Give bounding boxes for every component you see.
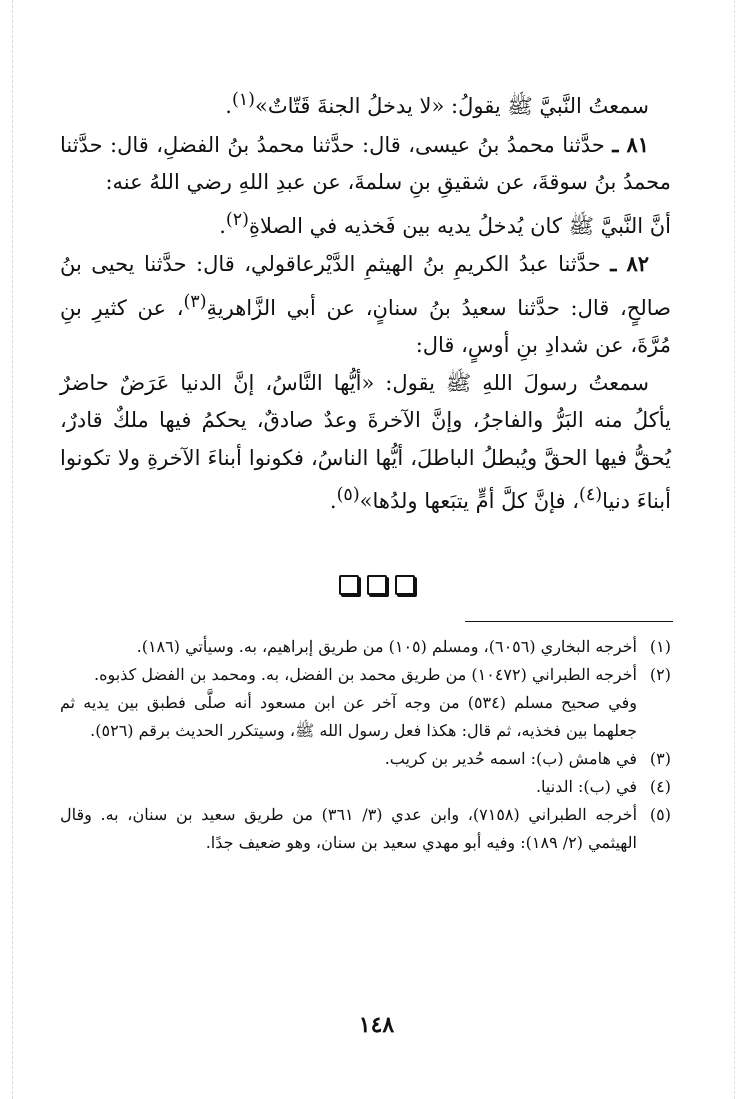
hadith-number-82: ٨٢ ـ [610, 251, 649, 276]
footnote-2 [60, 661, 671, 689]
footnote-text: أخرجه الطبراني (١٠٤٧٢) من طريق محمد بن الفضل، به. ومحمد بن الفضل كذبوه. [94, 665, 637, 684]
footnote-4 [60, 773, 671, 801]
footnote-text: أخرجه الطبراني (٧١٥٨)، وابن عدي (٣/ ٣٦١) من طريق سعيد بن سنان، به. وقال الهيثمي (٢/ ١٨٩): وفيه أبو مهدي سعيد بن سنان، وهو ضعيف جدًا. [60, 805, 638, 852]
footnote-text: وفي صحيح مسلم (٥٣٤) من وجه آخر عن ابن مسعود أنه صلَّى فطبق بين يديه ثم جعلهما بين فخذيه، ثم قال: هكذا فعل رسول الله ﷺ، وسيتكرر الحديث برقم (٥٢٦). [60, 693, 637, 740]
square-ornament-icon [339, 575, 359, 595]
footnote-ref-4[interactable]: (٤) [579, 485, 603, 505]
footnote-ref-2[interactable]: (٢) [225, 209, 249, 230]
main-text [60, 82, 671, 521]
footnote-text: في (ب): الدنيا. [535, 777, 637, 796]
footnote-number: (١) [649, 637, 671, 656]
hadith-81-isnad: حدَّثنا محمدُ بنُ عيسى، قال: حدَّثنا محمدُ بنُ الفضلِ، قال: حدَّثنا محمدُ بنُ سوقةَ، عن شقيقِ بنِ سلمةَ، عن عبدِ اللهِ رضي اللهُ عنه: [60, 132, 671, 194]
square-ornament-icon [395, 575, 415, 595]
hadith-82-matn: سمعتُ رسولَ اللهِ ﷺ يقول: «أيُّها النَّاسُ، إنَّ الدنيا عَرَضٌ حاضرٌ يأكلُ منه البَرُّ والفاجرُ، وإنَّ الآخرةَ وعدٌ صادقٌ، يحكمُ فيها ملكٌ قادرٌ، يُحقُّ فيها الحقَّ ويُبطلُ الباطلَ، أيُّها الناسُ، فكونوا أبناءَ الآخرةِ ولا تكونوا أبناءَ دنيا$^{(٤)}$، فإنَّ كلَّ أمٍّ يتبَعها ولدُها»$^{(٥)}$. [60, 370, 671, 513]
footnote-ref-3[interactable]: (٣) [183, 291, 207, 312]
footnote-number: (٣) [649, 749, 671, 768]
footnote-text: أخرجه البخاري (٦٠٥٦)، ومسلم (١٠٥) من طريق إبراهيم، به. وسيأتي (١٨٦). [136, 637, 637, 656]
footnotes [60, 633, 671, 857]
footnote-number: (٥) [649, 805, 671, 824]
footnote-ref-5[interactable]: (٥) [336, 485, 360, 505]
scan-edge-left [12, 0, 13, 1099]
paragraph-line1: سمعتُ النَّبيَّ ﷺ يقولُ: «لا يدخلُ الجنةَ قَتّاتٌ»$^{(١)}$. [225, 90, 649, 118]
page-number: ١٤٨ [358, 1012, 395, 1038]
hadith-82 [60, 245, 671, 365]
hadith-82-isnad-b: ، عن كثيرِ بنِ مُرَّةَ، عن شدادِ بنِ أوسٍ، قال: [60, 295, 671, 357]
hadith-number-81: ٨١ ـ [612, 131, 649, 157]
footnote-ref-1[interactable]: (١) [231, 90, 255, 110]
section-separator [0, 575, 753, 595]
footnote-3 [60, 745, 671, 773]
scan-edge-right [734, 0, 735, 1099]
hadith-82-isnad-a: حدَّثنا عبدُ الكريمِ بنُ الهيثمِ الدَّيْرعاقولي، قال: حدَّثنا يحيى بنُ صالحٍ، قال: حدَّثنا سعيدُ بنُ سنانٍ، عن أبي الزَّاهريةِ [60, 252, 671, 320]
footnote-2-continuation [60, 689, 671, 745]
hadith-81-matn: أنَّ النَّبيَّ ﷺ كان يُدخلُ يديه بين فَخذيه في الصلاةِ$^{(٢)}$. [219, 209, 671, 238]
footnote-5 [60, 801, 671, 857]
hadith-81 [60, 126, 671, 202]
footnote-number: (٢) [649, 665, 671, 684]
footnote-text: في هامش (ب): اسمه حُدير بن كريب. [384, 749, 637, 768]
square-ornament-icon [367, 575, 387, 595]
footnote-1 [60, 633, 671, 661]
footnote-number: (٤) [649, 777, 671, 796]
footnote-rule [465, 621, 673, 622]
